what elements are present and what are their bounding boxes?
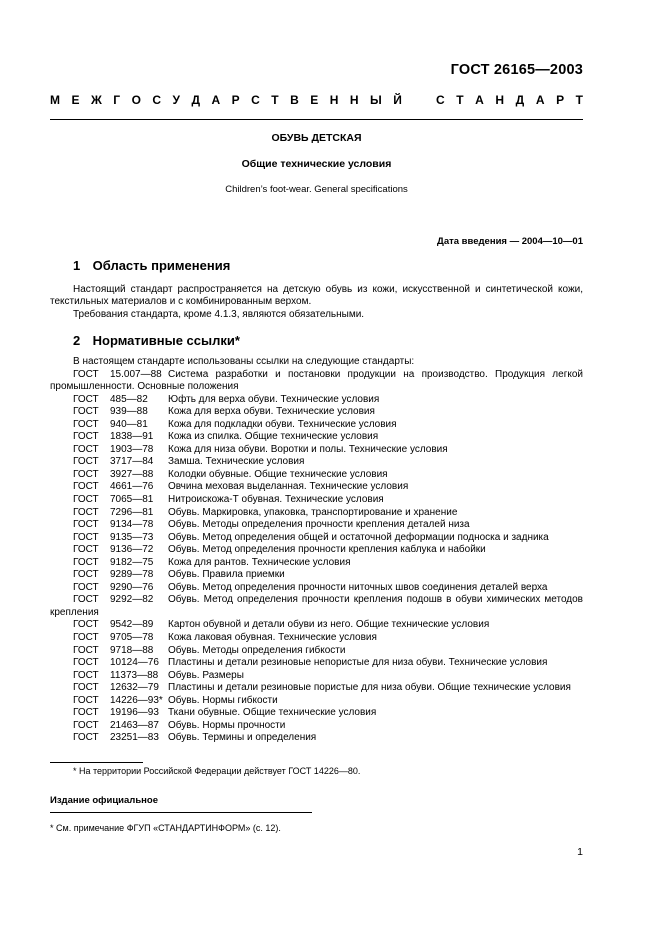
reference-title: Ткани обувные. Общие технические условия [168,707,377,719]
reference-number: 7065—81 [110,494,154,506]
reference-title: Обувь. Правила приемки [168,569,285,581]
reference-item [50,519,583,532]
reference-title: Колодки обувные. Общие технические условия [168,468,388,480]
reference-title: Обувь. Нормы гибкости [168,694,278,706]
reference-number: 4661—76 [110,481,154,493]
reference-item [50,632,583,645]
reference-number: 9292—82 [110,594,154,606]
reference-prefix: ГОСТ [73,556,99,568]
reference-title: Обувь. Метод определения прочности крепления каблука и набойки [168,544,486,556]
reference-code [50,431,168,444]
reference-code [50,707,168,720]
reference-item [50,494,583,507]
reference-number: 15.007—88 [110,368,162,380]
document-english-title: Children’s foot-wear. General specifications [225,184,408,195]
reference-code [50,569,168,582]
document-title: ОБУВЬ ДЕТСКАЯ [271,132,362,144]
reference-prefix: ГОСТ [73,732,99,744]
reference-prefix: ГОСТ [73,456,99,468]
reference-item [50,557,583,570]
reference-prefix: ГОСТ [73,531,99,543]
reference-prefix: ГОСТ [73,418,99,430]
document-subtitle: Общие технические условия [241,158,392,170]
footnote-russian-federation: * На территории Российской Федерации действует ГОСТ 14226—80. [73,766,361,776]
reference-prefix: ГОСТ [73,368,99,380]
reference-code [50,657,168,670]
reference-item [50,419,583,432]
reference-item [50,670,583,683]
reference-code [50,682,168,693]
reference-item [50,682,583,695]
reference-prefix: ГОСТ [73,494,99,506]
reference-prefix: ГОСТ [73,406,99,418]
reference-prefix: ГОСТ [73,619,99,631]
reference-title: Овчина меховая выделанная. Технические условия [168,481,409,493]
reference-code [50,557,168,570]
reference-prefix: ГОСТ [73,669,99,681]
standard-banner [50,93,583,107]
reference-prefix: ГОСТ [73,506,99,518]
section-2-heading [73,333,240,348]
reference-item [50,594,583,619]
reference-prefix: ГОСТ [73,581,99,593]
reference-code [50,732,168,745]
reference-prefix: ГОСТ [73,719,99,731]
section-1-heading [73,258,230,273]
reference-prefix: ГОСТ [73,632,99,644]
reference-number: 19196—93 [110,707,159,719]
reference-code [50,544,168,557]
reference-item [50,720,583,733]
reference-code [50,720,168,733]
reference-item [50,369,583,394]
reference-code [50,369,168,380]
reference-item [50,732,583,745]
introduction-date: Дата введения — 2004—10—01 [437,236,583,247]
reference-number: 9182—75 [110,556,154,568]
reference-code [50,469,168,482]
reference-title: Обувь. Методы определения гибкости [168,644,346,656]
reference-code [50,394,168,407]
normative-references [50,356,583,745]
reference-title: Кожа для рантов. Технические условия [168,556,351,568]
reference-number: 485—82 [110,393,148,405]
reference-title: Обувь. Метод определения прочности крепления подошв в обуви химических методов крепления [50,594,583,618]
reference-title: Система разработки и постановки продукции на производство. Продукция легкой промышленности. Основные положения [50,368,583,393]
reference-code [50,594,168,605]
reference-title: Обувь. Методы определения прочности крепления деталей низа [168,519,470,531]
reference-number: 14226—93* [110,694,163,706]
reference-number: 939—88 [110,406,148,418]
reference-number: 7296—81 [110,506,154,518]
reference-item [50,532,583,545]
reference-title: Нитроискожа-Т обувная. Технические условия [168,494,384,506]
reference-title: Юфть для верха обуви. Технические условия [168,393,380,405]
reference-code [50,481,168,494]
reference-item [50,695,583,708]
reference-code [50,582,168,595]
reference-prefix: ГОСТ [73,393,99,405]
reference-code [50,519,168,532]
reference-number: 3927—88 [110,468,154,480]
reference-prefix: ГОСТ [73,682,99,694]
banner-word-standard: С Т А Н Д А Р Т [436,93,583,107]
reference-title: Кожа из спилка. Общие технические условия [168,431,379,443]
banner-word-interstate: М Е Ж Г О С У Д А Р С Т В Е Н Н Ы Й [50,93,402,107]
reference-number: 9136—72 [110,544,154,556]
reference-item [50,469,583,482]
reference-item [50,444,583,457]
reference-item [50,657,583,670]
reference-prefix: ГОСТ [73,694,99,706]
reference-code [50,494,168,507]
reference-prefix: ГОСТ [73,468,99,480]
page-number: 1 [577,846,583,858]
footnote-rule [50,762,143,763]
reference-title: Пластины и детали резиновые пористые для низа обуви. Общие технические условия [168,682,571,694]
reference-code [50,532,168,545]
reference-title: Обувь. Нормы прочности [168,719,286,731]
reference-item [50,394,583,407]
section-1-paragraph: Настоящий стандарт распространяется на детскую обувь из кожи, искусственной и синтетической кожи, текстильных материалов и с комбинированным верхом. [50,284,583,308]
reference-prefix: ГОСТ [73,644,99,656]
reference-prefix: ГОСТ [73,707,99,719]
reference-code [50,619,168,632]
reference-title: Обувь. Метод определения прочности ниточных швов соединения деталей верха [168,581,548,593]
reference-title: Обувь. Размеры [168,669,244,681]
reference-item [50,507,583,520]
reference-code [50,632,168,645]
reference-prefix: ГОСТ [73,481,99,493]
reference-title: Кожа для подкладки обуви. Технические условия [168,418,397,430]
reference-item [50,431,583,444]
footnote-standartinform: * См. примечание ФГУП «СТАНДАРТИНФОРМ» (с. 12). [50,823,281,833]
standard-number: ГОСТ 26165—2003 [450,62,583,78]
reference-prefix: ГОСТ [73,544,99,556]
reference-code [50,670,168,683]
reference-item [50,619,583,632]
section-1-number: 1 [73,258,81,273]
section-2-number: 2 [73,333,81,348]
official-edition-rule [50,812,312,813]
reference-number: 9718—88 [110,644,154,656]
reference-number: 10124—76 [110,657,159,669]
reference-title: Кожа для верха обуви. Технические условия [168,406,375,418]
reference-number: 11373—88 [110,669,159,681]
reference-title: Кожа лаковая обувная. Технические условия [168,632,377,644]
reference-number: 9542—89 [110,619,154,631]
reference-prefix: ГОСТ [73,594,99,606]
reference-code [50,444,168,457]
reference-number: 21463—87 [110,719,159,731]
reference-prefix: ГОСТ [73,657,99,669]
reference-item [50,481,583,494]
reference-item [50,544,583,557]
reference-title: Замша. Технические условия [168,456,305,468]
header-rule [50,119,583,120]
reference-title: Кожа для низа обуви. Воротки и полы. Технические условия [168,443,448,455]
reference-number: 9290—76 [110,581,154,593]
reference-title: Картон обувной и детали обуви из него. Общие технические условия [168,619,490,631]
reference-item [50,569,583,582]
reference-number: 1838—91 [110,431,154,443]
reference-item [50,456,583,469]
reference-prefix: ГОСТ [73,443,99,455]
reference-prefix: ГОСТ [73,519,99,531]
reference-number: 23251—83 [110,732,159,744]
reference-number: 9289—78 [110,569,154,581]
reference-item [50,707,583,720]
reference-item [50,582,583,595]
section-1-title: Область применения [92,258,231,273]
reference-title: Обувь. Маркировка, упаковка, транспортирование и хранение [168,506,458,518]
reference-prefix: ГОСТ [73,569,99,581]
reference-title: Пластины и детали резиновые непористые для низа обуви. Технические условия [168,657,548,669]
reference-code [50,406,168,419]
section-1-body [50,284,583,321]
reference-number: 1903—78 [110,443,154,455]
reference-code [50,456,168,469]
reference-prefix: ГОСТ [73,431,99,443]
official-edition-label: Издание официальное [50,795,158,806]
reference-title: Обувь. Метод определения общей и остаточной деформации подноска и задника [168,531,549,543]
reference-number: 9135—73 [110,531,154,543]
reference-item [50,645,583,658]
reference-code [50,645,168,658]
reference-code [50,695,168,708]
reference-code [50,419,168,432]
section-2-title: Нормативные ссылки* [92,333,240,348]
section-1-paragraph: Требования стандарта, кроме 4.1.3, являются обязательными. [73,308,365,320]
reference-item [50,406,583,419]
references-lead: В настоящем стандарте использованы ссылки на следующие стандарты: [73,356,415,367]
reference-number: 12632—79 [110,682,159,694]
reference-number: 9705—78 [110,632,154,644]
reference-number: 9134—78 [110,519,154,531]
reference-title: Обувь. Термины и определения [168,732,317,744]
reference-number: 3717—84 [110,456,154,468]
reference-code [50,507,168,520]
reference-number: 940—81 [110,418,148,430]
